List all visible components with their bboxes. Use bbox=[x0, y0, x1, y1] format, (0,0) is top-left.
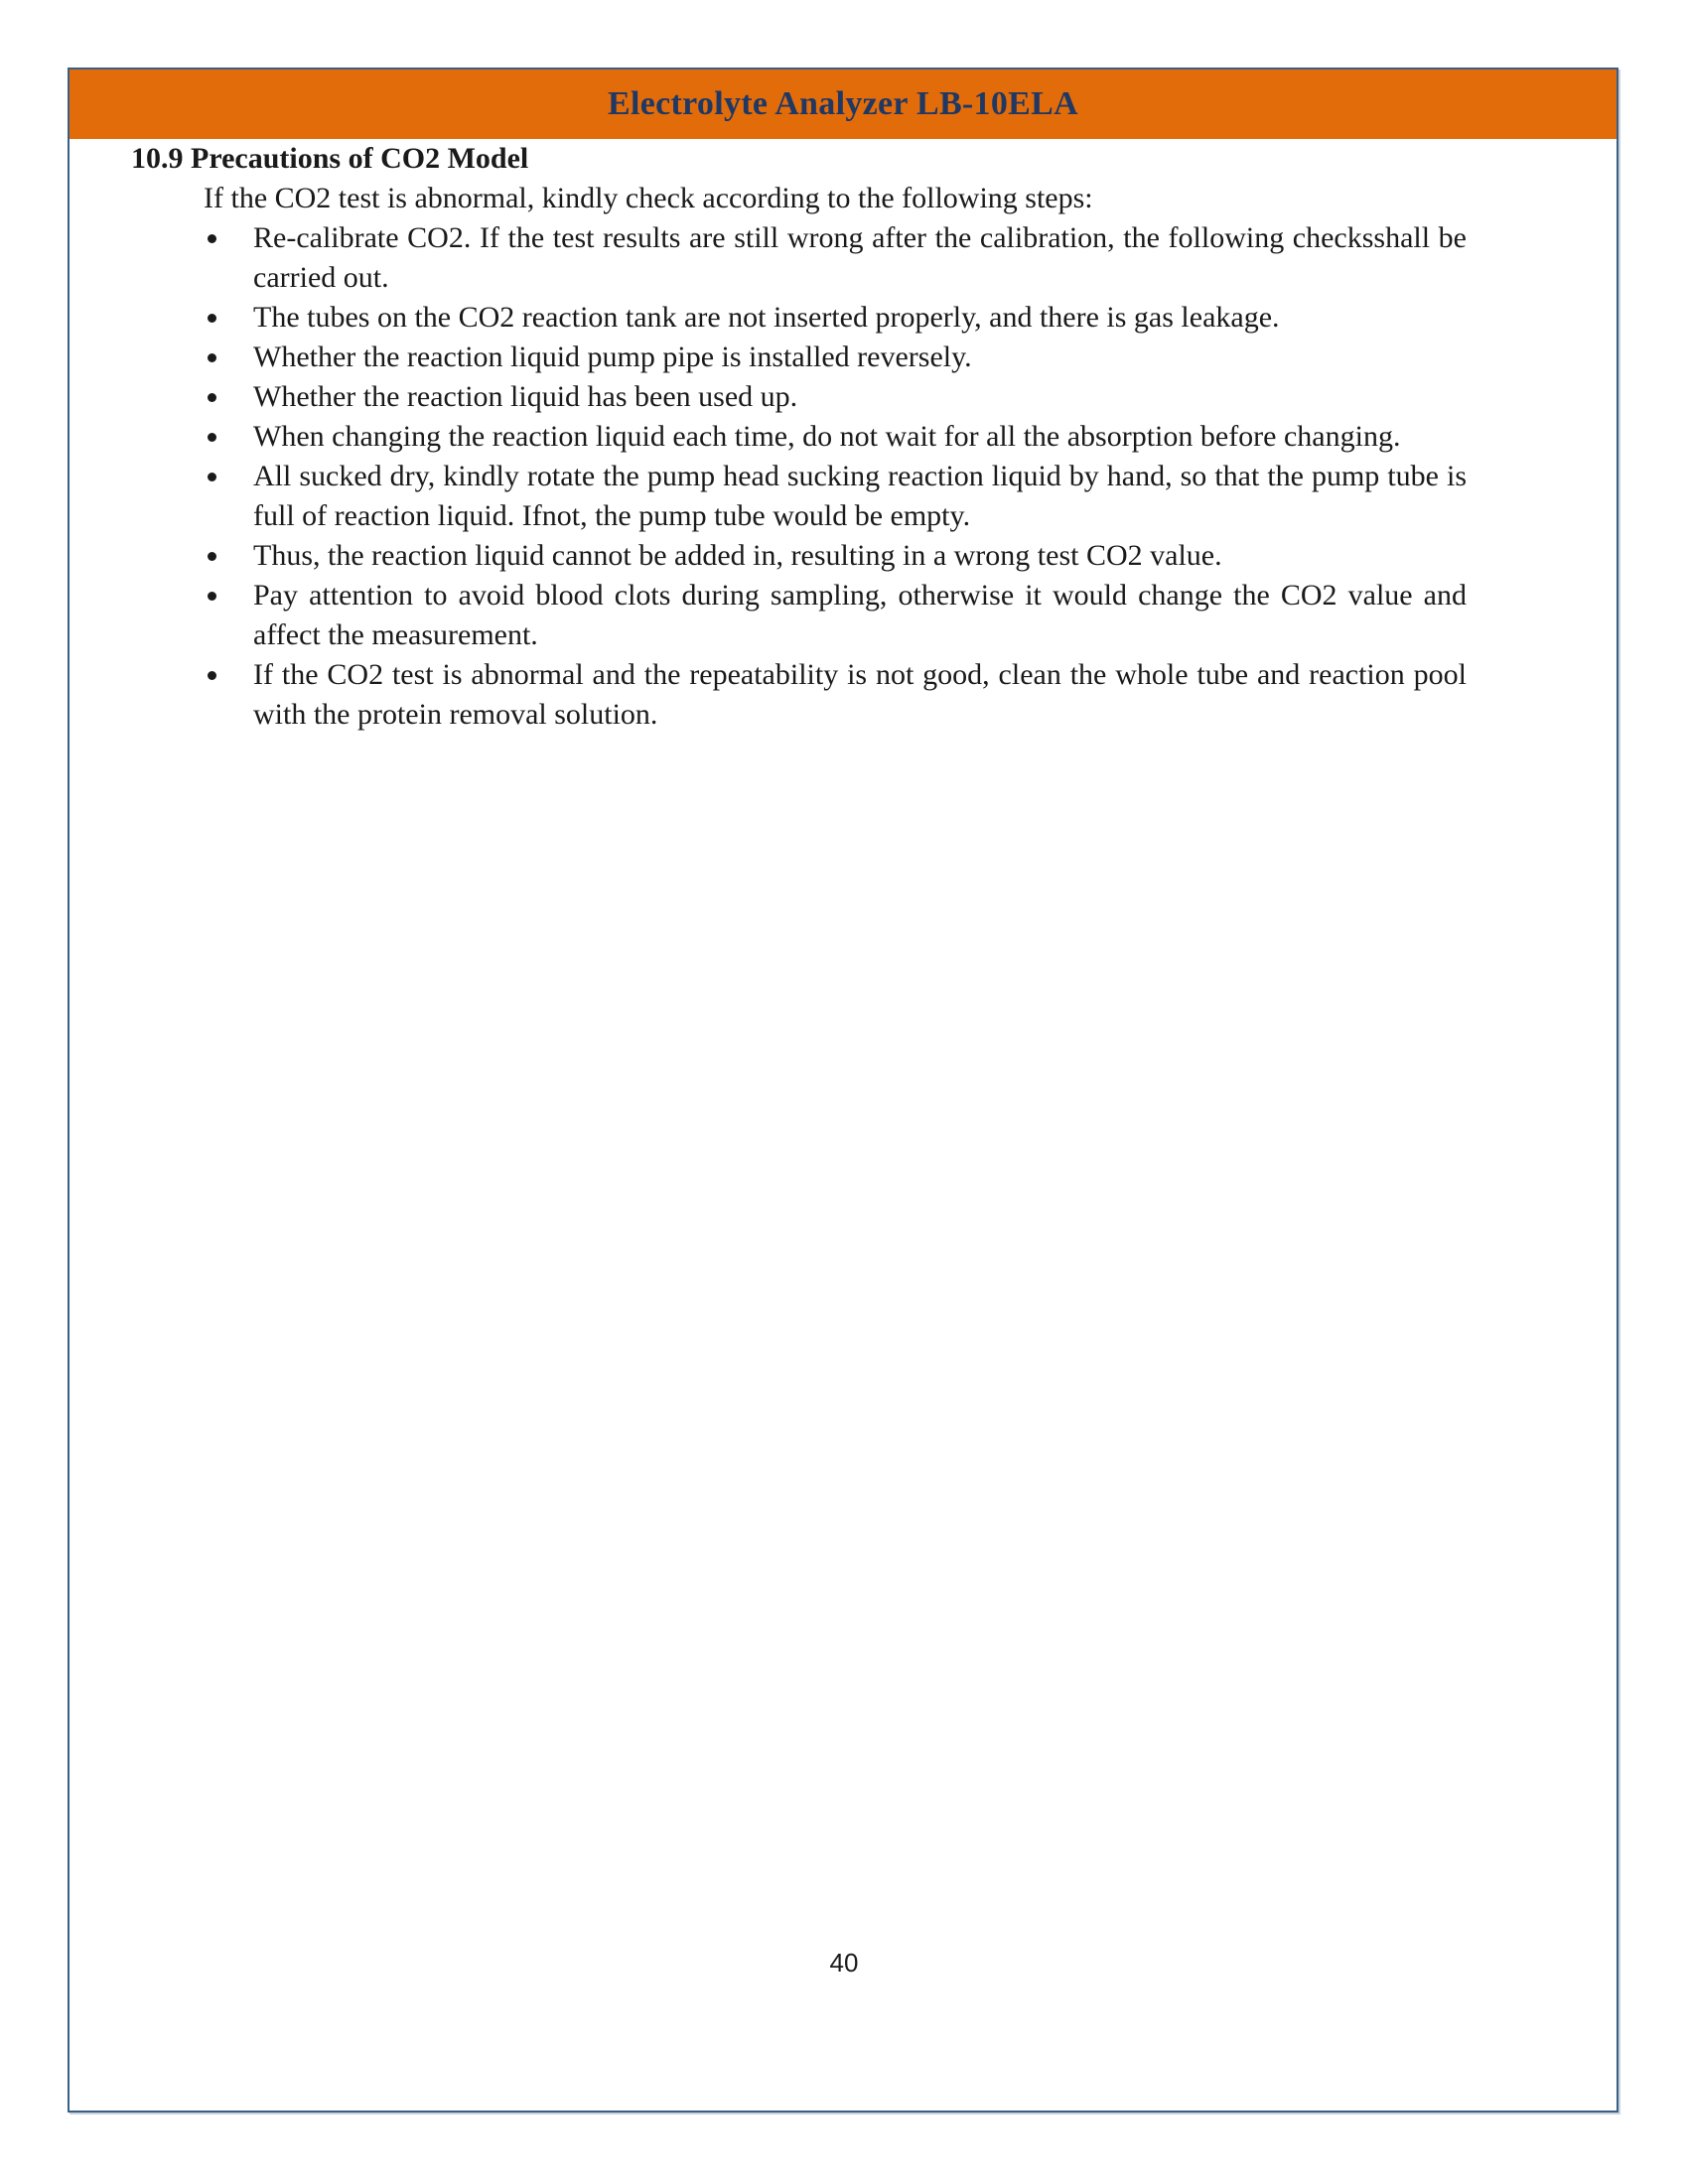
list-item bbox=[204, 377, 1467, 417]
list-item-text: If the CO2 test is abnormal and the repeatability is not good, clean the whole tube and reaction pool with the protein removal solution. bbox=[253, 658, 1467, 731]
bullet-icon bbox=[208, 314, 216, 323]
page-number: 40 bbox=[829, 1948, 859, 1978]
list-item bbox=[204, 338, 1467, 377]
bullet-icon bbox=[208, 353, 216, 362]
section-intro: If the CO2 test is abnormal, kindly check according to the following steps: bbox=[204, 182, 1093, 214]
list-item-text: Thus, the reaction liquid cannot be added in, resulting in a wrong test CO2 value. bbox=[253, 539, 1222, 572]
header-bar bbox=[70, 69, 1617, 139]
list-item-text: When changing the reaction liquid each time, do not wait for all the absorption before changing. bbox=[253, 420, 1401, 453]
document-title: Electrolyte Analyzer LB-10ELA bbox=[608, 85, 1078, 122]
list-item bbox=[204, 457, 1467, 536]
list-item-text: All sucked dry, kindly rotate the pump head sucking reaction liquid by hand, so that the pump tube is full of reaction liquid. Ifnot, the pump tube would be empty. bbox=[253, 460, 1467, 532]
list-item bbox=[204, 576, 1467, 655]
list-item bbox=[204, 298, 1467, 338]
list-item-text: Whether the reaction liquid has been used up. bbox=[253, 380, 798, 413]
bullet-icon bbox=[208, 393, 216, 402]
list-item-text: The tubes on the CO2 reaction tank are not inserted properly, and there is gas leakage. bbox=[253, 301, 1280, 334]
bullet-icon bbox=[208, 433, 216, 442]
list-item bbox=[204, 218, 1467, 298]
precautions-list bbox=[131, 218, 1467, 735]
list-item-text: Pay attention to avoid blood clots during sampling, otherwise it would change the CO2 value and affect the measurement. bbox=[253, 579, 1467, 651]
list-item bbox=[204, 417, 1467, 457]
bullet-icon bbox=[208, 592, 216, 601]
section-precautions bbox=[131, 139, 1467, 735]
section-heading: 10.9 Precautions of CO2 Model bbox=[131, 142, 529, 175]
list-item bbox=[204, 655, 1467, 735]
list-item bbox=[204, 536, 1467, 576]
bullet-icon bbox=[208, 234, 216, 243]
list-item-text: Re-calibrate CO2. If the test results are still wrong after the calibration, the following checksshall be carried out. bbox=[253, 221, 1467, 294]
bullet-icon bbox=[208, 473, 216, 481]
bullet-icon bbox=[208, 552, 216, 561]
bullet-icon bbox=[208, 671, 216, 680]
list-item-text: Whether the reaction liquid pump pipe is installed reversely. bbox=[253, 341, 972, 373]
